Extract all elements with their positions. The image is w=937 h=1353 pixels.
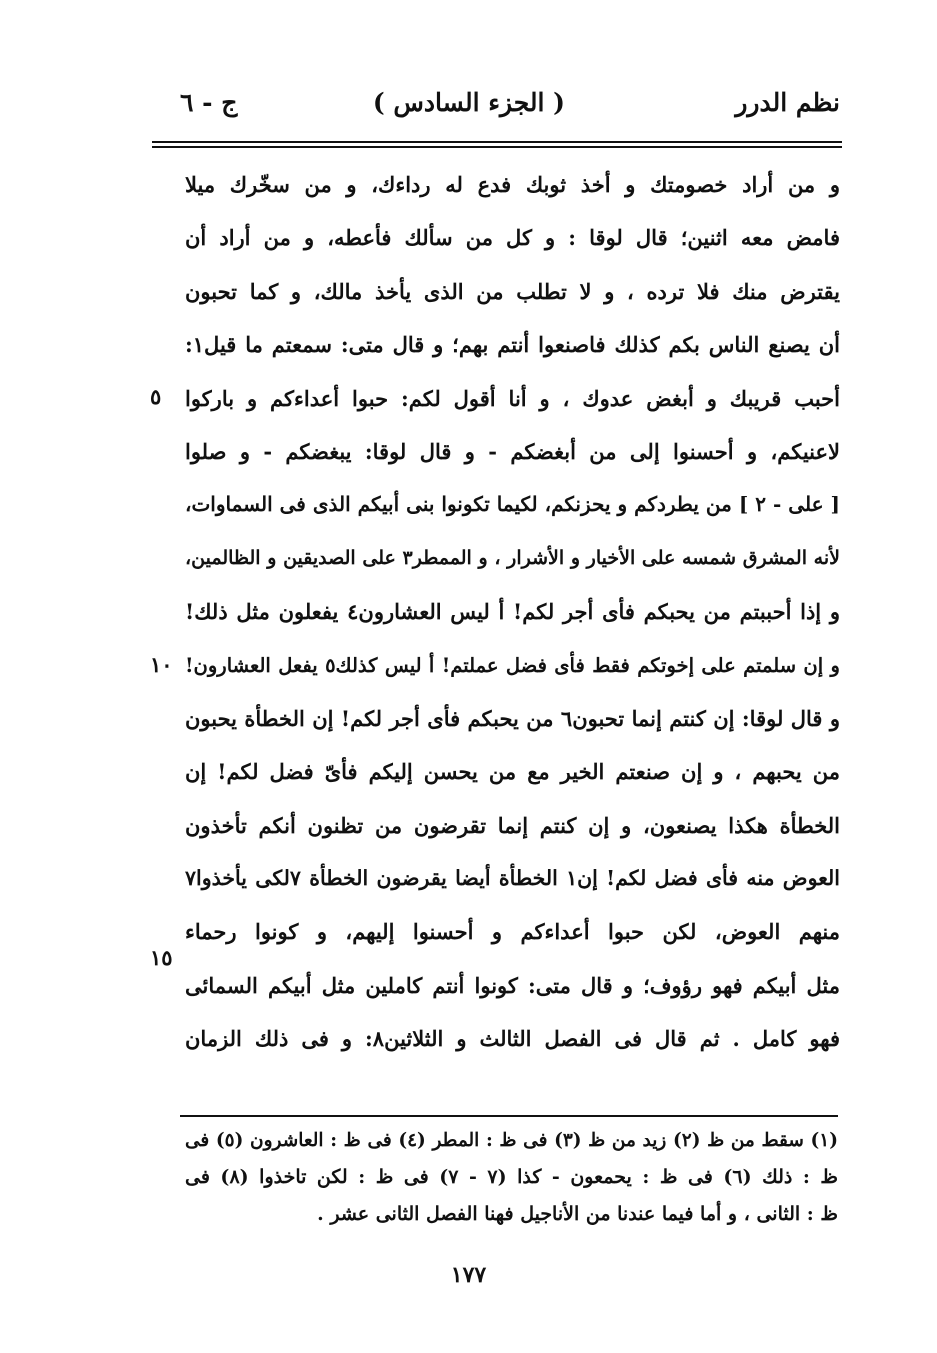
text-line: الخطأة هكذا يصنعون، و إن كنتم إنما تقرضون من تظنون أنكم تأخذون <box>185 812 840 838</box>
book-title: نظم الدرر <box>735 88 840 117</box>
text-line: أن يصنع الناس بكم كذلك فاصنعوا أنتم بهم؛ و قال متى: سمعتم ما قيل١: <box>185 332 840 358</box>
text-line: مثل أبيكم فهو رؤوف؛ و قال متى: كونوا أنتم كاملين مثل أبيكم السمائى <box>185 972 840 998</box>
header-rule-top <box>152 141 842 143</box>
line-number-15: ١٥ <box>150 945 173 970</box>
line-number-10: ١٠ <box>150 652 173 677</box>
footnote-line: ظ : ذلك (٦) فى ظ : يحمعون - كذا (٧ - ٧) فى ظ : لكن تاخذوا (٨) فى <box>185 1166 838 1188</box>
text-line: لاعنيكم، و أحسنوا إلى من أبغضكم - و قال لوقا: يبغضكم - و صلوا <box>185 438 840 464</box>
text-line: [ على - ٢ ] من يطردكم و يحزنكم، لكيما تكونوا بنى أبيكم الذى فى السماوات، <box>185 492 840 517</box>
text-line: من يحبهم ، و إن صنعتم الخير مع من يحسن إليكم فأىّ فضل لكم! إن <box>185 759 840 785</box>
text-line: منهم العوض، لكن حبوا أعداءكم و أحسنوا إليهم، و كونوا رحماء <box>185 919 840 945</box>
page-number: ١٧٧ <box>450 1262 487 1288</box>
header-rule-bottom <box>152 146 842 148</box>
text-line: أحبب قريبك و أبغض عدوك ، و أنا أقول لكم: حبوا أعداءكم و باركوا <box>185 385 840 411</box>
text-line: يقترض منك فلا ترده ، و لا تطلب من الذى يأخذ مالك، و كما تحبون <box>185 278 840 304</box>
part-title: ( الجزء السادس ) <box>372 88 565 117</box>
footnote-divider <box>180 1115 838 1117</box>
footnote-line: (١) سقط من ظ (٢) زيد من ظ (٣) فى ظ : المطر (٤) فى ظ : العاشرون (٥) فى <box>185 1130 838 1151</box>
text-line: و قال لوقا: إن كنتم إنما تحبون٦ من يحبكم فأى أجر لكم! إن الخطأة يحبون <box>185 705 840 731</box>
text-line: و إن سلمتم على إخوتكم فقط فأى فضل عملتم! أ ليس كذلك٥ يفعل العشارون! <box>185 653 840 677</box>
footnote-line: ظ : الثانى ، و أما فيما عندنا من الأناجيل فهنا الفصل الثانى عشر . <box>317 1203 838 1225</box>
line-number-5: ٥ <box>150 384 162 409</box>
volume-reference: ج - ٦ <box>180 88 238 117</box>
text-line: لأنه المشرق شمسه على الأخيار و الأشرار ، و الممطر٣ على الصديقين و الظالمين، <box>185 546 840 569</box>
text-line: و إذا أحببتم من يحبكم فأى أجر لكم! أ ليس العشارون٤ يفعلون مثل ذلك! <box>185 599 840 625</box>
main-text <box>185 158 840 1066</box>
text-line: فامض معه اثنين؛ قال لوقا : و كل من سألك فأعطه، و من أراد أن <box>185 225 840 251</box>
footnotes <box>185 1122 838 1233</box>
text-line: و من أراد خصومتك و أخذ ثوبك فدع له رداءك، و من سخّرك ميلا <box>185 172 840 197</box>
text-line: فهو كامل . ثم قال فى الفصل الثالث و الثلاثين٨: و فى ذلك الزمان <box>185 1026 840 1052</box>
running-header <box>150 88 840 128</box>
text-line: العوض منه فأى فضل لكم! إن١ الخطأة أيضا يقرضون الخطأة ٧لكى يأخذوا٧ <box>185 866 840 891</box>
